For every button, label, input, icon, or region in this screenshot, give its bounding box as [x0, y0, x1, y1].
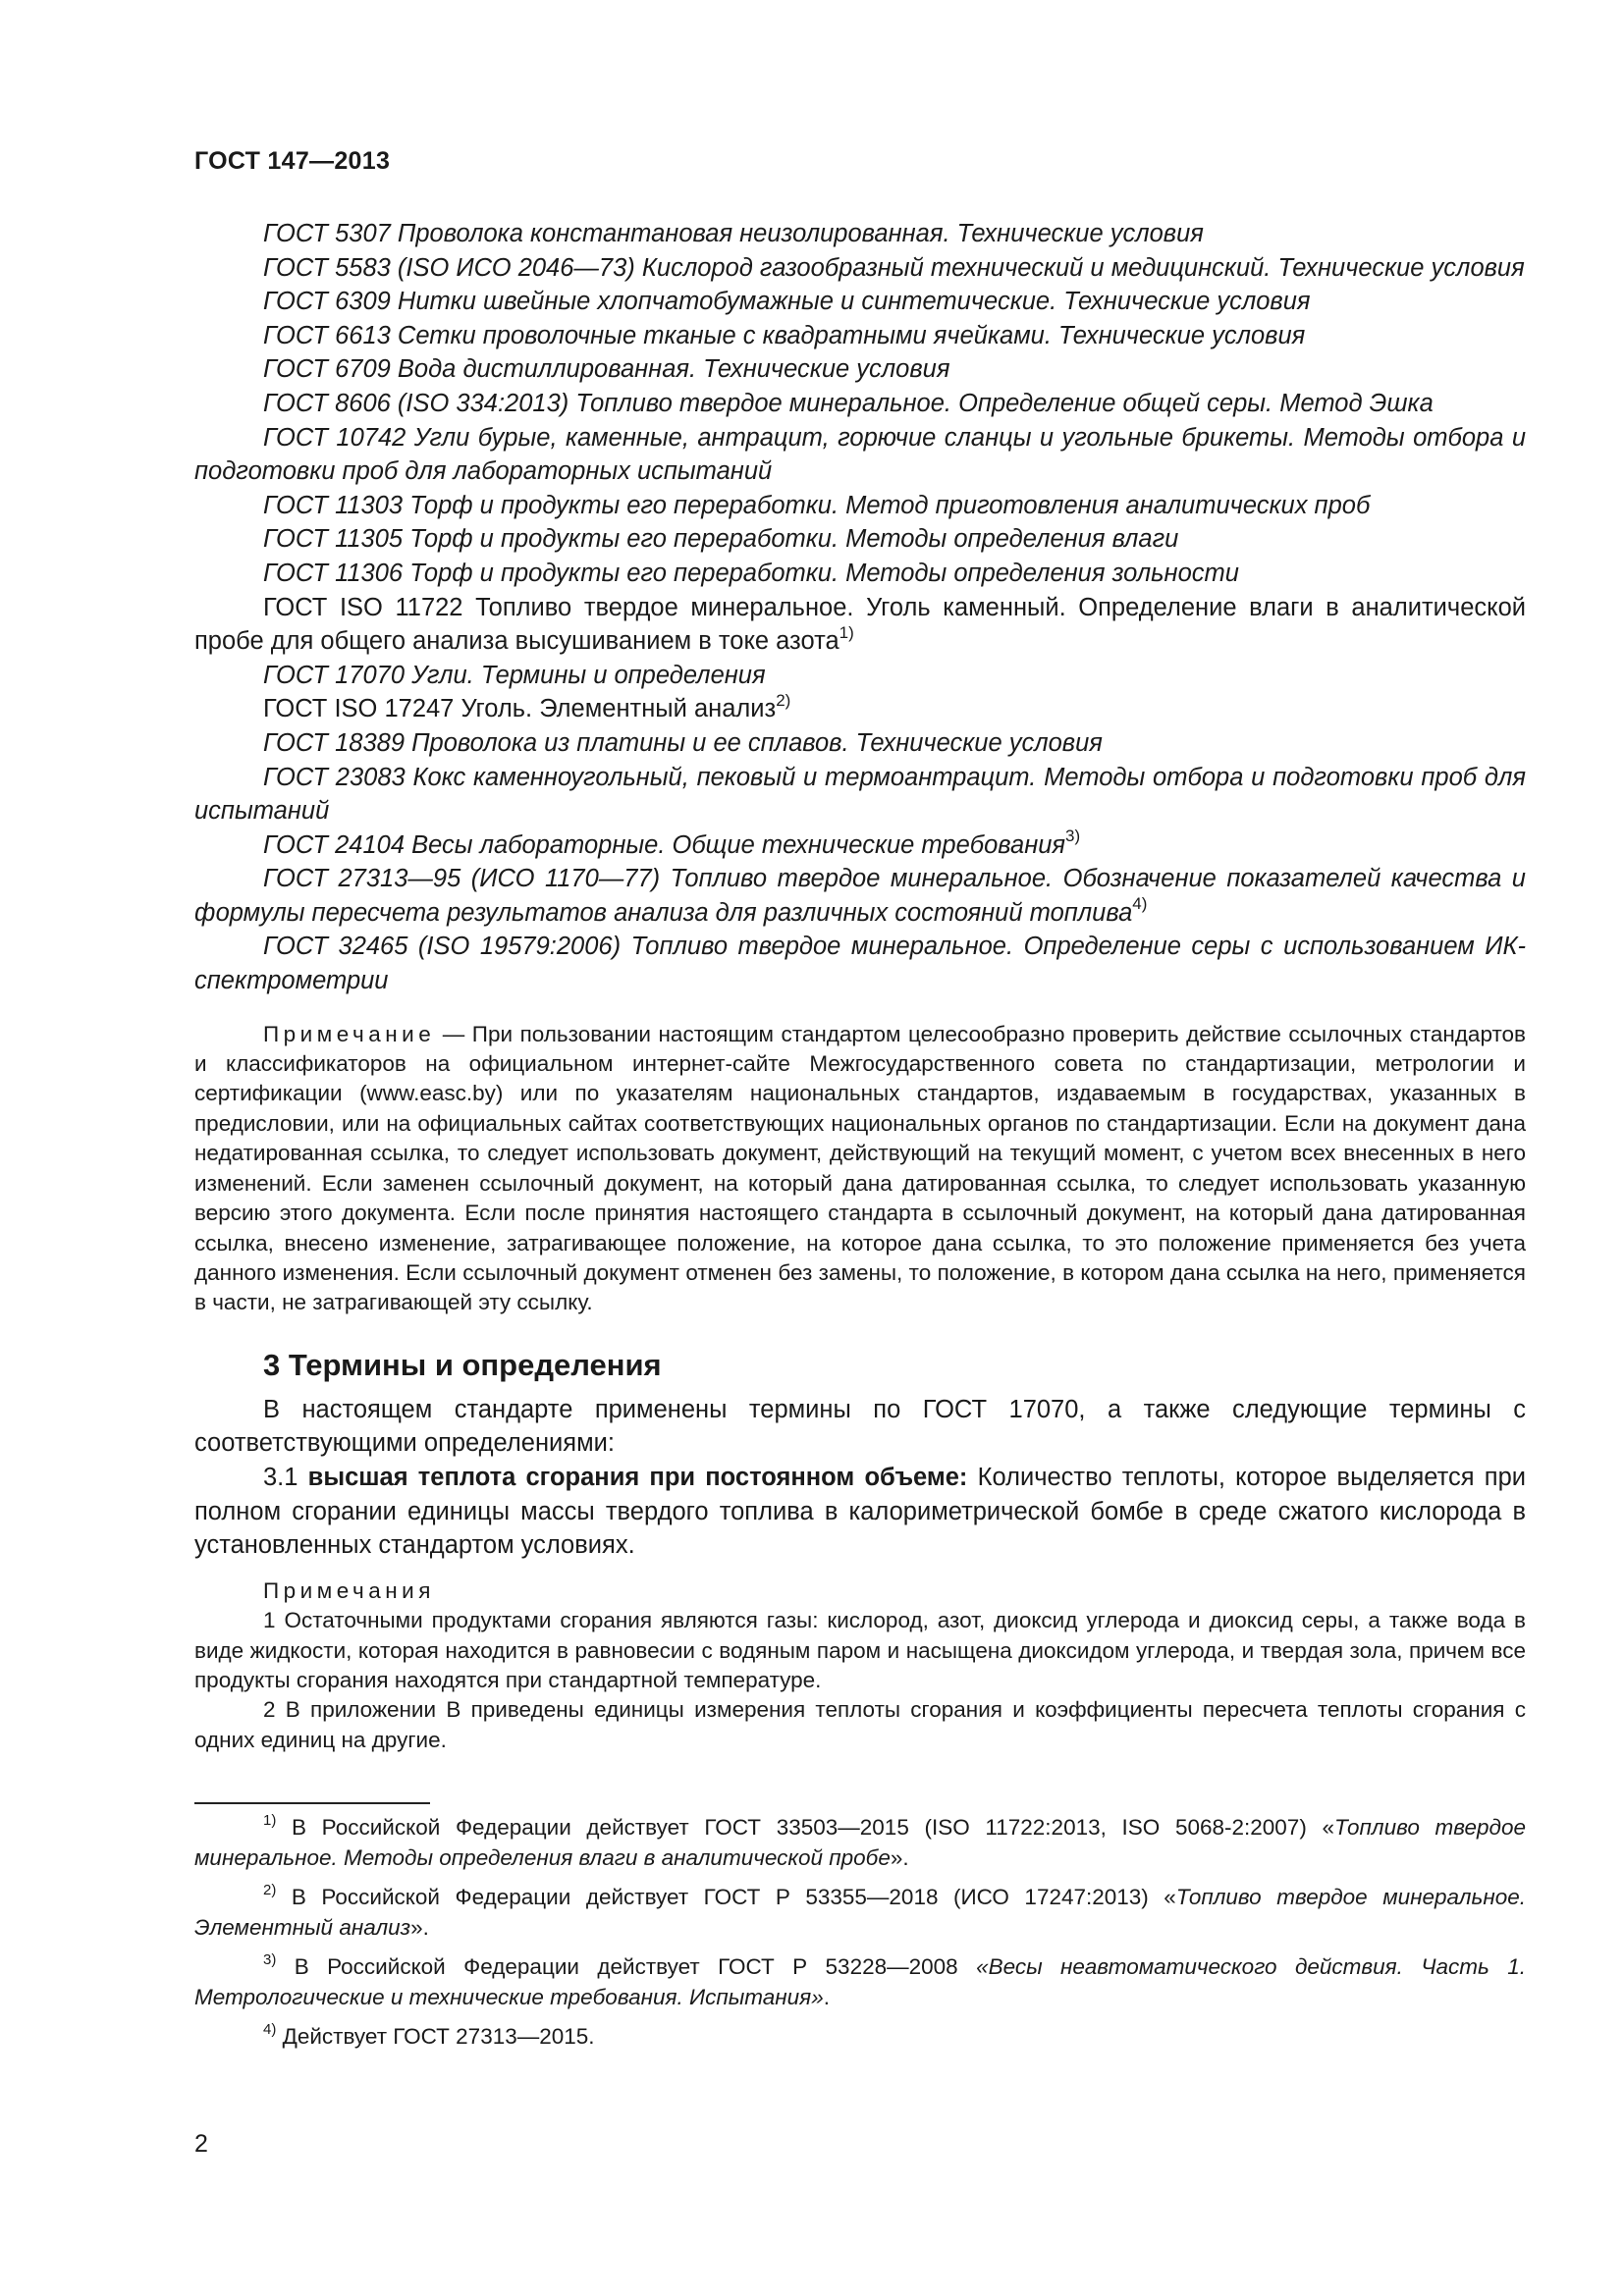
reference-item: ГОСТ 6613 Сетки проволочные тканые с квадратными ячейками. Технические условия — [263, 321, 1306, 349]
reference-item: ГОСТ 11306 Торф и продукты его переработки. Методы определения зольности — [263, 559, 1239, 587]
footnote: $^{4)}$ Действует ГОСТ 27313—2015. — [263, 2020, 595, 2050]
reference-item: ГОСТ 24104 Весы лабораторные. Общие технические требования$^{3)}$ — [263, 827, 1081, 859]
term-note: 2 В приложении В приведены единицы измерения теплоты сгорания и коэффициенты пересчета теплоты сгорания с одних единиц на другие. — [194, 1697, 1526, 1752]
term-definition: 3.1 высшая теплота сгорания при постоянном объеме: Количество теплоты, которое выделяется при полном сгорании единицы массы твердого топлива в калориметрической бомбе в среде сжатого кислорода в установленных стандартом условиях. — [194, 1463, 1526, 1560]
reference-item: ГОСТ 10742 Угли бурые, каменные, антрацит, горючие сланцы и угольные брикеты. Методы отбора и подготовки проб для лабораторных испытаний — [194, 423, 1526, 486]
footnote-divider — [194, 1802, 430, 1804]
term-note: 1 Остаточными продуктами сгорания являются газы: кислород, азот, диоксид углерода и диоксид серы, а также вода в виде жидкости, которая находится в равновесии с водяным паром и насыщена диоксидом углерода, и твердая зола, причем все продукты сгорания находятся при стандартной температуре. — [194, 1608, 1526, 1692]
page-number: 2 — [194, 2130, 208, 2158]
page-header: ГОСТ 147—2013 — [194, 147, 391, 175]
footnote: $^{3)}$ В Российской Федерации действует ГОСТ Р 53228—2008 «Весы неавтоматического действия. Часть 1. Метрологические и технические требования. Испытания». — [194, 1950, 1526, 2010]
reference-item: ГОСТ 23083 Кокс каменноугольный, пековый и термоантрацит. Методы отбора и подготовки проб для испытаний — [194, 763, 1526, 826]
reference-item: ГОСТ 18389 Проволока из платины и ее сплавов. Технические условия — [263, 728, 1103, 757]
reference-item: ГОСТ 6309 Нитки швейные хлопчатобумажные и синтетические. Технические условия — [263, 288, 1311, 316]
notes-label: Примечания — [263, 1577, 435, 1603]
document-page — [194, 147, 1526, 2060]
reference-item: ГОСТ 6709 Вода дистиллированная. Технические условия — [263, 355, 950, 384]
section-heading: 3 Термины и определения — [263, 1347, 662, 1382]
note-text: — При пользовании настоящим стандартом целесообразно проверить действие ссылочных стандартов и классификаторов на официальном интернет-сайте Межгосударственного совета по стандартизации, метрологии и сертификации (www.easc.by) или по указателям национальных стандартов, издаваемым в государствах, указанных в предисловии, или на официальных сайтах соответствующих национальных органов по стандартизации. Если на документ дана недатированная ссылка, то следует использовать документ, действующий на текущий момент, с учетом всех внесенных в него изменений. Если заменен ссылочный документ, на который дана датированная ссылка, то следует использовать указанную версию этого документа. Если после принятия настоящего стандарта в ссылочный документ, на который дана датированная ссылка, внесено изменение, затрагивающее положение, на которое дана ссылка, то это положение применяется без учета данного изменения. Если ссылочный документ отменен без замены, то положение, в котором дана ссылка на него, применяется в части, не затрагивающей эту ссылку. — [194, 1021, 1526, 1315]
note-label: Примечание — [263, 1021, 436, 1046]
reference-item: ГОСТ ISO 11722 Топливо твердое минеральное. Уголь каменный. Определение влаги в аналитической пробе для общего анализа высушиванием в токе азота$^{1)}$ — [194, 593, 1526, 656]
normative-references-list — [194, 217, 1526, 998]
reference-item: ГОСТ ISO 17247 Уголь. Элементный анализ$^{2)}$ — [263, 690, 791, 723]
reference-item: ГОСТ 17070 Угли. Термины и определения — [263, 661, 766, 689]
term-notes — [194, 1576, 1526, 1755]
footnote: $^{2)}$ В Российской Федерации действует ГОСТ Р 53355—2018 (ИСО 17247:2013) «Топливо твердое минеральное. Элементный анализ». — [194, 1881, 1526, 1941]
term-name: высшая теплота сгорания при постоянном объеме: — [307, 1463, 968, 1491]
reference-item: ГОСТ 5583 (ISO ИСО 2046—73) Кислород газообразный технический и медицинский. Технические условия — [263, 253, 1525, 282]
reference-item: ГОСТ 32465 (ISO 19579:2006) Топливо твердое минеральное. Определение серы с использованием ИК-спектрометрии — [194, 933, 1526, 995]
references-note — [194, 1020, 1526, 1318]
footnotes — [194, 1812, 1526, 2052]
reference-item: ГОСТ 27313—95 (ИСО 1170—77) Топливо твердое минеральное. Обозначение показателей качества и формулы пересчета результатов анализа для различных состояний топлива$^{4)}$ — [194, 865, 1526, 927]
footnote: $^{1)}$ В Российской Федерации действует ГОСТ 33503—2015 (ISO 11722:2013, ISO 5068-2:2007) «Топливо твердое минеральное. Методы определения влаги в аналитической пробе». — [194, 1811, 1527, 1871]
reference-item: ГОСТ 11305 Торф и продукты его переработки. Методы определения влаги — [263, 525, 1179, 554]
reference-item: ГОСТ 5307 Проволока константановая неизолированная. Технические условия — [263, 220, 1204, 247]
section-body — [194, 1393, 1526, 1563]
reference-item: ГОСТ 11303 Торф и продукты его переработки. Метод приготовления аналитических проб — [263, 491, 1371, 519]
reference-item: ГОСТ 8606 (ISO 334:2013) Топливо твердое минеральное. Определение общей серы. Метод Эшка — [263, 389, 1434, 417]
section-intro: В настоящем стандарте применены термины по ГОСТ 17070, а также следующие термины с соответствующими определениями: — [194, 1395, 1526, 1458]
